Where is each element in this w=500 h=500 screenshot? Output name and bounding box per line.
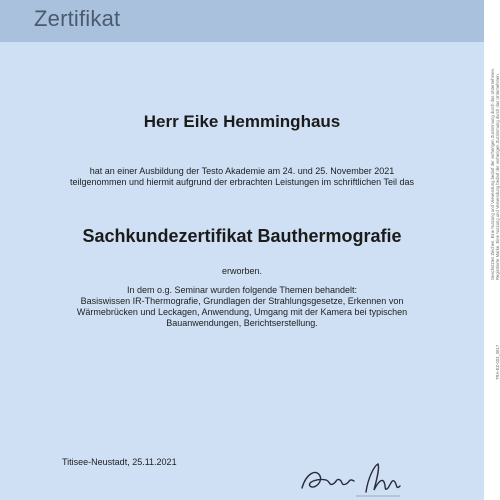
intro-line-1: hat an einer Ausbildung der Testo Akademie am 24. und 25. November 2021 xyxy=(89,166,395,176)
recipient-name: Herr Eike Hemminghaus xyxy=(143,112,341,131)
side-legal-notes xyxy=(486,67,500,500)
place-and-date: Titisee-Neustadt, 25.11.2021 xyxy=(62,457,177,467)
side-note-line-1: Geschütztes Zeichen. Eine Nutzung und Verwendung bedarf der vorherigen Zustimmung durch das Unternehmen. xyxy=(490,67,495,280)
topics-text xyxy=(0,285,484,329)
certificate-title: Sachkundezertifikat Bauthermografie xyxy=(82,226,402,246)
topics-line-2: Basiswissen IR-Thermografie, Grundlagen der Strahlungsgesetze, Erkennen von xyxy=(80,296,404,306)
erworben-text: erworben. xyxy=(221,266,263,276)
certificate-header-title: Zertifikat xyxy=(34,6,121,31)
intro-text xyxy=(0,166,484,188)
topics-line-4: Bauanwendungen, Berichtserstellung. xyxy=(166,318,318,328)
topics-line-3: Wärmebrücken und Leckagen, Anwendung, Umgang mit der Kamera bei typischen xyxy=(76,307,408,317)
intro-line-2: teilgenommen und hiermit aufgrund der erbrachten Leistungen im schriftlichen Teil das xyxy=(69,177,415,187)
document-code: TRA-EZ-003_0817 xyxy=(495,344,500,380)
signature-image xyxy=(296,452,406,500)
certificate-header xyxy=(0,0,484,42)
side-note-line-2: Registrierte Marke. Eine Nutzung und Verwendung bedarf der vorherigen Zustimmung durch das Unternehmen. xyxy=(495,73,500,280)
topics-line-1: In dem o.g. Seminar wurden folgende Themen behandelt: xyxy=(127,285,357,295)
